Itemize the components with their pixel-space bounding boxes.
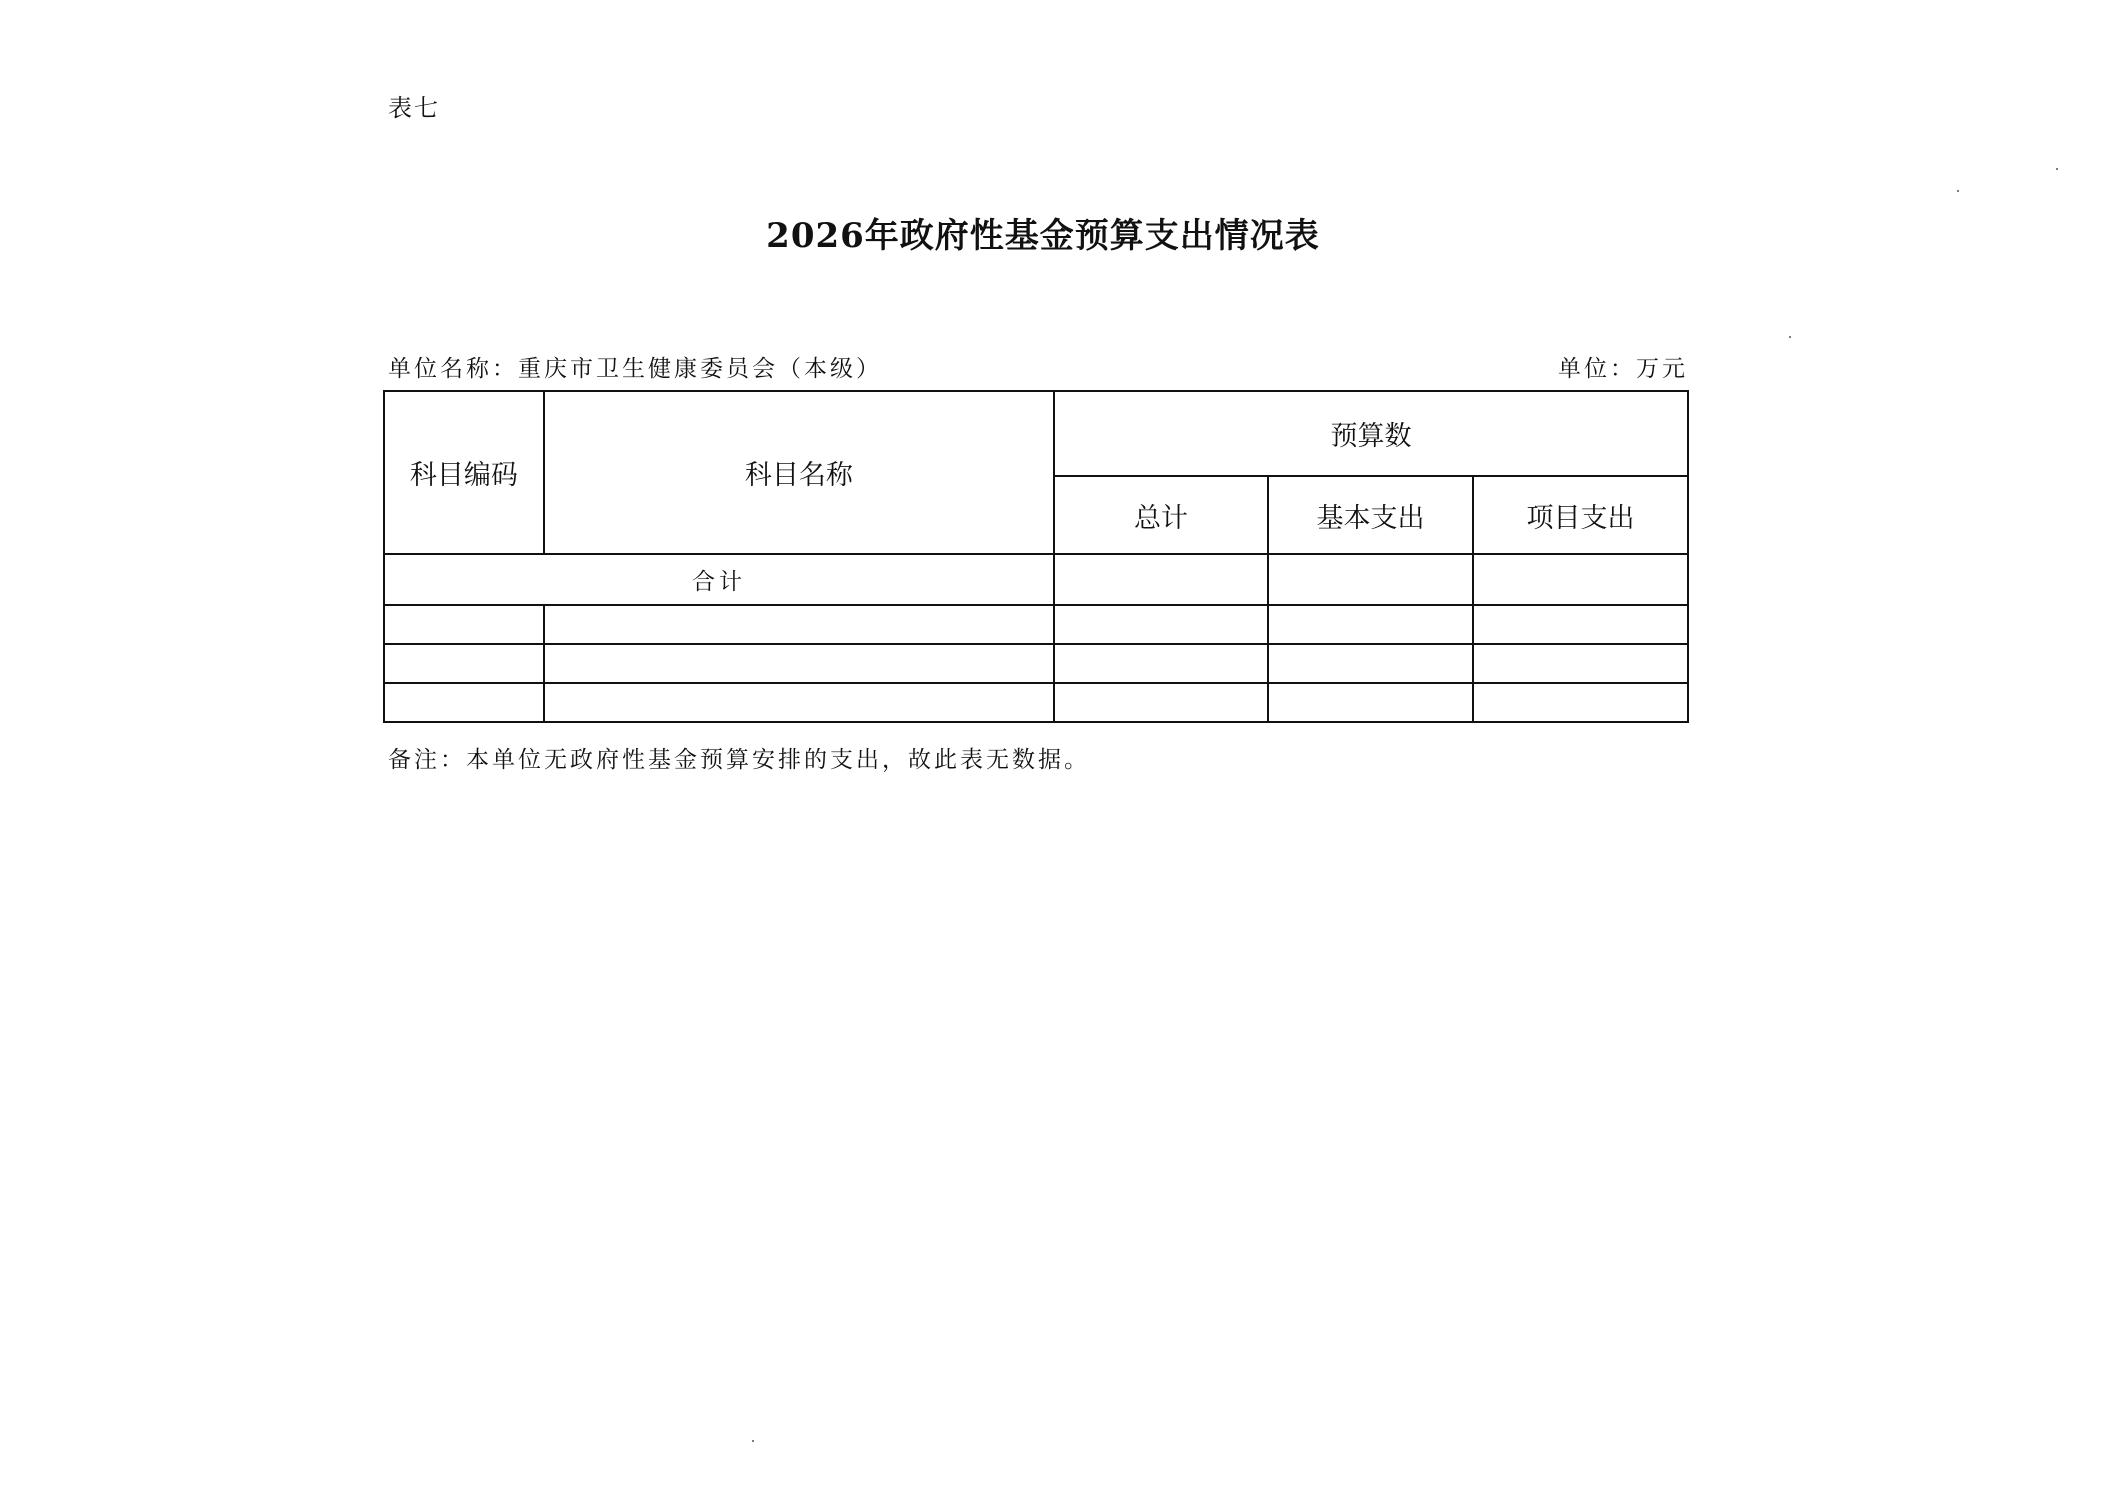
currency-unit-label: 单位：万元 (1558, 356, 1688, 382)
table-cell (1473, 605, 1688, 644)
scan-speck (1957, 190, 1959, 192)
total-label-cell: 合计 (384, 554, 1054, 605)
table-row (384, 683, 1688, 722)
unit-name-label: 单位名称：重庆市卫生健康委员会（本级） (388, 356, 882, 382)
budget-table (383, 390, 1689, 723)
table-cell (384, 683, 544, 722)
total-sum-cell (1054, 554, 1268, 605)
footnote: 备注：本单位无政府性基金预算安排的支出，故此表无数据。 (388, 747, 1090, 773)
table-cell (384, 605, 544, 644)
table-cell (1268, 605, 1473, 644)
table-cell (384, 644, 544, 683)
header-subject-code: 科目编码 (384, 391, 544, 554)
scan-speck (752, 1440, 754, 1442)
table-number-label: 表七 (388, 94, 440, 122)
table-cell (1473, 683, 1688, 722)
table-cell (544, 683, 1054, 722)
page-title-text: 2026年政府性基金预算支出情况表 (766, 216, 1320, 256)
scan-speck (2056, 168, 2058, 170)
total-basic-cell (1268, 554, 1473, 605)
table-cell (1268, 683, 1473, 722)
table-cell (1054, 644, 1268, 683)
header-subject-name: 科目名称 (544, 391, 1054, 554)
table-cell (544, 605, 1054, 644)
header-project-expenditure: 项目支出 (1473, 476, 1688, 554)
table-row (384, 605, 1688, 644)
scan-speck (1789, 336, 1791, 338)
table-cell (1054, 605, 1268, 644)
table-cell (1473, 644, 1688, 683)
header-total: 总计 (1054, 476, 1268, 554)
table-header-row (384, 391, 1688, 476)
table-cell (1054, 683, 1268, 722)
header-basic-expenditure: 基本支出 (1268, 476, 1473, 554)
header-budget-amount: 预算数 (1054, 391, 1688, 476)
total-project-cell (1473, 554, 1688, 605)
table-cell (1268, 644, 1473, 683)
table-cell (544, 644, 1054, 683)
table-row (384, 644, 1688, 683)
page-title (0, 208, 2106, 257)
table-total-row (384, 554, 1688, 605)
